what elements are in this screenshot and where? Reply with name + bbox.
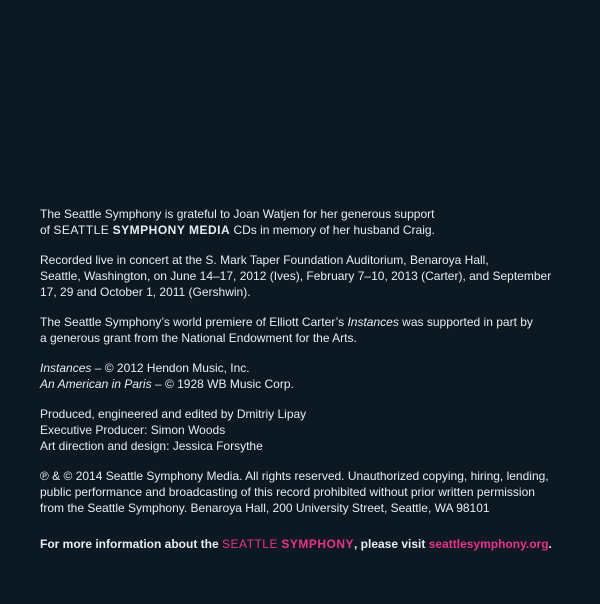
footer-middle: , please visit bbox=[354, 537, 429, 551]
legal-line-1: ℗ & © 2014 Seattle Symphony Media. All rights reserved. Unauthorized copying, hiring, lending, bbox=[40, 469, 549, 483]
copyright-item-2-text: – © 1928 WB Music Corp. bbox=[151, 377, 294, 391]
credits-line-1: Produced, engineered and edited by Dmitriy Lipay bbox=[40, 407, 307, 421]
acknowledgment-line-1: The Seattle Symphony is grateful to Joan Watjen for her generous support bbox=[40, 207, 435, 221]
copyright-item-1-title: Instances bbox=[40, 361, 92, 375]
legal-line-2: public performance and broadcasting of this record prohibited without prior written permission bbox=[40, 485, 535, 499]
footer-paragraph bbox=[40, 536, 568, 552]
website-link[interactable]: seattlesymphony.org bbox=[428, 537, 549, 551]
acknowledgment-suffix: CDs in memory of her husband Craig. bbox=[230, 223, 435, 237]
recording-line-1: Recorded live in concert at the S. Mark Taper Foundation Auditorium, Benaroya Hall, bbox=[40, 253, 489, 267]
acknowledgment-line-2 bbox=[40, 222, 568, 238]
copyright-item-2 bbox=[40, 376, 568, 392]
legal-line-3: from the Seattle Symphony. Benaroya Hall, 200 University Street, Seattle, WA 98101 bbox=[40, 501, 490, 515]
liner-notes-content bbox=[40, 206, 568, 566]
premiere-work-title: Instances bbox=[347, 315, 399, 329]
brand-seattle-text: SEATTLE bbox=[53, 223, 110, 237]
acknowledgment-paragraph bbox=[40, 206, 568, 238]
footer-suffix: . bbox=[548, 537, 552, 551]
footer-line bbox=[40, 536, 568, 552]
recording-paragraph bbox=[40, 252, 568, 300]
legal-paragraph bbox=[40, 468, 568, 516]
premiere-prefix: The Seattle Symphony’s world premiere of Elliott Carter’s bbox=[40, 315, 348, 329]
footer-brand-seattle: SEATTLE bbox=[222, 537, 278, 551]
footer-brand-symphony: SYMPHONY bbox=[281, 537, 354, 551]
brand-symphony-media-text: SYMPHONY MEDIA bbox=[112, 223, 231, 237]
copyrights-paragraph bbox=[40, 360, 568, 392]
recording-line-3: 17, 29 and October 1, 2011 (Gershwin). bbox=[40, 285, 251, 299]
recording-line-2: Seattle, Washington, on June 14–17, 2012 (Ives), February 7–10, 2013 (Carter), and September bbox=[40, 269, 552, 283]
copyright-item-1-text: – © 2012 Hendon Music, Inc. bbox=[91, 361, 250, 375]
credits-line-3: Art direction and design: Jessica Forsythe bbox=[40, 439, 263, 453]
credits-line-2: Executive Producer: Simon Woods bbox=[40, 423, 226, 437]
footer-prefix: For more information about the bbox=[40, 537, 222, 551]
acknowledgment-prefix: of bbox=[40, 223, 54, 237]
copyright-item-2-title: An American in Paris bbox=[40, 377, 152, 391]
premiere-line-2: a generous grant from the National Endowment for the Arts. bbox=[40, 331, 357, 345]
premiere-paragraph bbox=[40, 314, 568, 346]
copyright-item-1 bbox=[40, 360, 568, 376]
premiere-suffix: was supported in part by bbox=[398, 315, 533, 329]
premiere-line-1 bbox=[40, 314, 568, 330]
credits-paragraph bbox=[40, 406, 568, 454]
